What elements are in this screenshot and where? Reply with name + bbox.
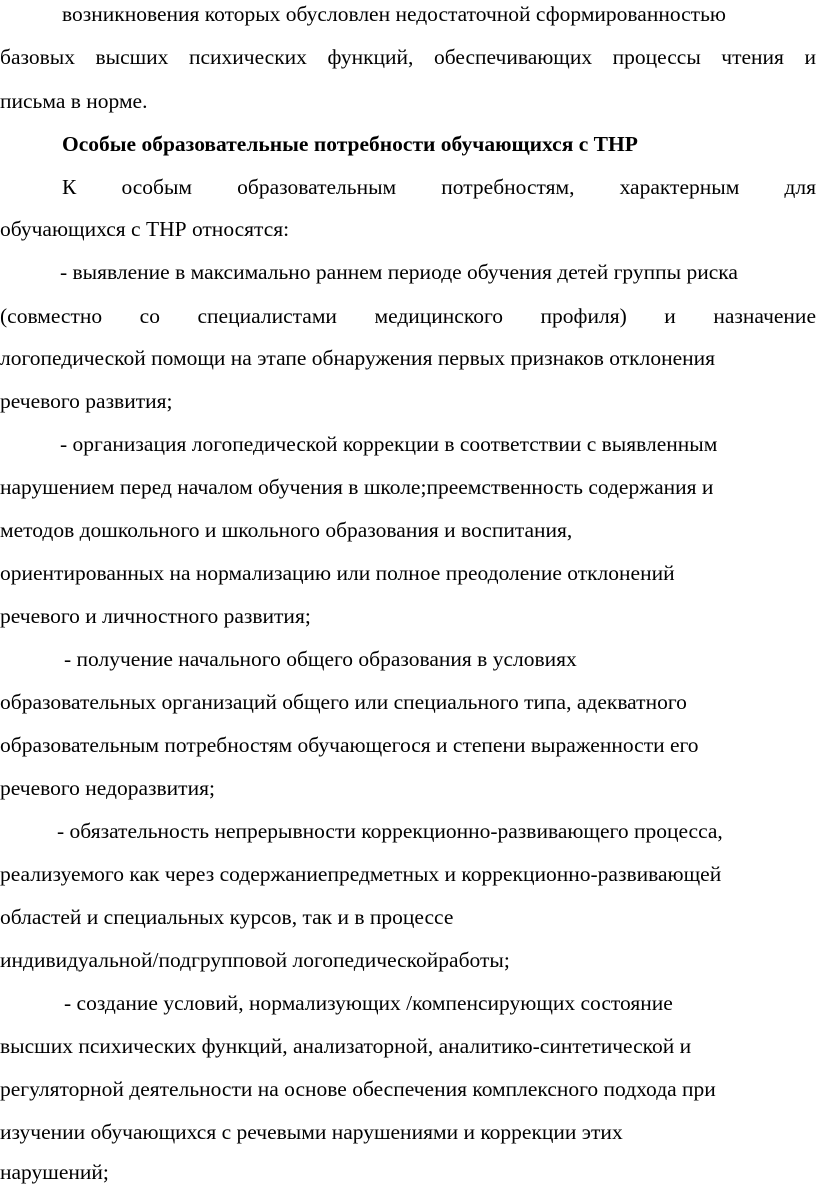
- text-line: образовательных организаций общего или специального типа, адекватного: [0, 690, 687, 714]
- list-item-line: - получение начального общего образования в условиях: [64, 647, 577, 671]
- text-line: обучающихся с ТНР относятся:: [0, 217, 290, 241]
- text-line: речевого и личностного развития;: [0, 604, 311, 628]
- text-line: высших психических функций, анализаторной, аналитико-синтетической и: [0, 1034, 692, 1058]
- text-line: методов дошкольного и школьного образования и воспитания,: [0, 518, 573, 542]
- text-line: возникновения которых обусловлен недостаточной сформированностью: [62, 2, 726, 26]
- text-line: речевого недоразвития;: [0, 776, 215, 800]
- list-item-line: - обязательность непрерывности коррекционно-развивающего процесса,: [57, 819, 723, 843]
- text-line: изучении обучающихся с речевыми нарушениями и коррекции этих: [0, 1120, 623, 1144]
- text-line: нарушений;: [0, 1160, 109, 1184]
- list-item-line: - организация логопедической коррекции в соответствии с выявленным: [60, 432, 718, 456]
- text-line: областей и специальных курсов, так и в процессе: [0, 905, 454, 929]
- text-line: логопедической помощи на этапе обнаружения первых признаков отклонения: [0, 346, 716, 370]
- text-line: регуляторной деятельности на основе обеспечения комплексного подхода при: [0, 1077, 716, 1101]
- text-line: реализуемого как через содержаниепредметных и коррекционно-развивающей: [0, 862, 722, 886]
- text-line: индивидуальной/подгрупповой логопедическойработы;: [0, 948, 510, 972]
- list-item-line: - создание условий, нормализующих /компенсирующих состояние: [64, 991, 673, 1015]
- text-line: нарушением перед началом обучения в школе;преемственность содержания и: [0, 475, 714, 499]
- list-item-line: - выявление в максимально раннем периоде обучения детей группы риска: [60, 260, 738, 284]
- text-line: К особым образовательным потребностям, характерным для: [62, 175, 816, 199]
- text-line: ориентированных на нормализацию или полное преодоление отклонений: [0, 561, 675, 585]
- text-line: (совместно со специалистами медицинского профиля) и назначение: [0, 304, 816, 328]
- section-heading: Особые образовательные потребности обучающихся с ТНР: [62, 132, 638, 156]
- text-line: письма в норме.: [0, 89, 148, 113]
- text-line: образовательным потребностям обучающегося и степени выраженности его: [0, 733, 699, 757]
- text-line: речевого развития;: [0, 389, 173, 413]
- text-line: базовых высших психических функций, обеспечивающих процессы чтения и: [0, 45, 816, 69]
